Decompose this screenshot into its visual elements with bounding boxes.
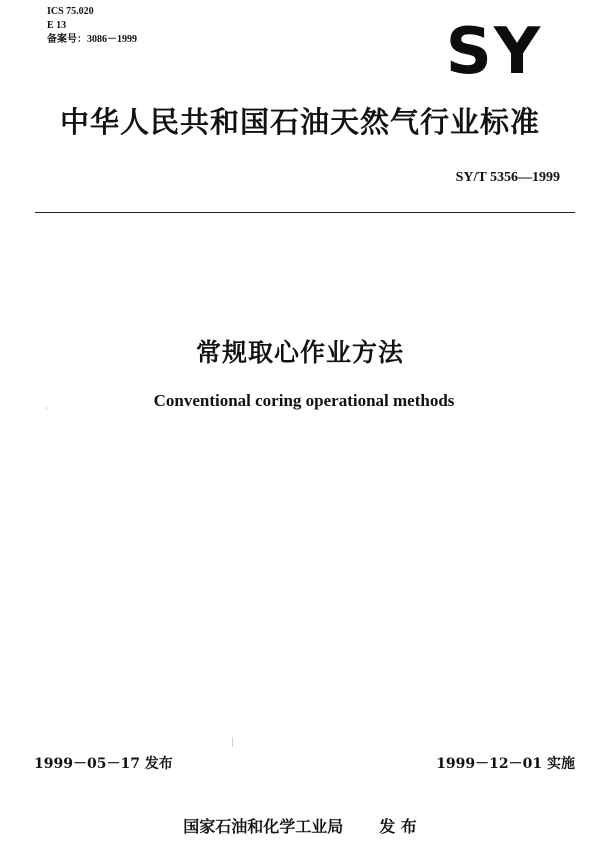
publisher-name: 国家石油和化学工业局	[183, 817, 344, 836]
issue-date: 1999－05－17 发布	[34, 756, 173, 772]
metadata-block	[47, 5, 137, 47]
ics-code: ICS 75.020	[47, 6, 94, 17]
publisher-line	[0, 814, 600, 837]
standard-title: 中华人民共和国石油天然气行业标准	[59, 105, 540, 139]
implementation-date: 1999－12－01 实施	[436, 756, 575, 772]
document-title-english: Conventional coring operational methods	[153, 391, 455, 410]
sy-logo: SY	[445, 15, 543, 89]
standard-code: SY/T 5356—1999	[455, 170, 560, 185]
classification-code: E 13	[47, 20, 67, 31]
record-number: 备案号：3086－1999	[47, 34, 137, 45]
publisher-action: 发 布	[379, 817, 417, 836]
header-divider	[35, 212, 575, 213]
scan-speck	[46, 407, 47, 410]
document-title-chinese: 常规取心作业方法	[195, 338, 404, 367]
scan-speck	[232, 737, 233, 747]
